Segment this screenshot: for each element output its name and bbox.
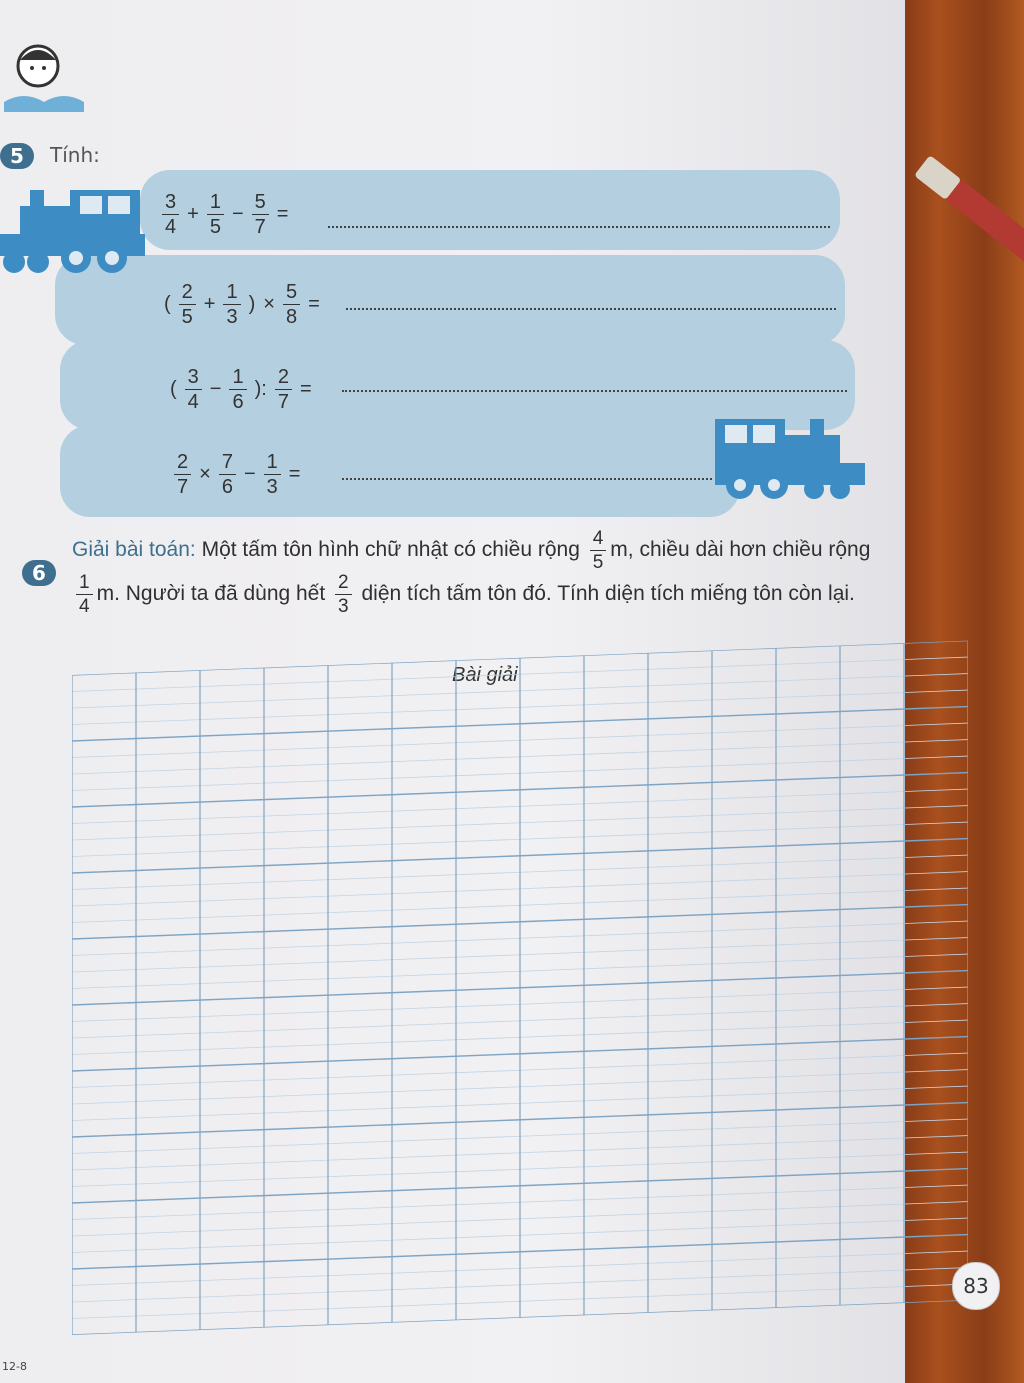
fraction-width [590,529,607,572]
fraction [207,192,224,237]
answer-line-3[interactable] [342,390,847,392]
equals-sign: = [276,203,289,225]
fraction-denominator: 5 [592,551,604,573]
corner-code: 12-8 [2,1360,27,1373]
operator: + [203,293,216,315]
answer-grid[interactable] [72,641,968,1335]
fraction-numerator: 1 [207,192,224,215]
fraction-numerator: 4 [590,529,607,551]
fraction-numerator: 3 [185,367,202,390]
fraction-denominator: 5 [181,306,193,328]
fraction-denominator: 3 [226,306,238,328]
fraction-denominator: 6 [232,391,244,413]
problem-text-a: Một tấm tôn hình chữ nhật có chiều rộng [201,538,580,561]
fraction-denominator: 4 [187,391,199,413]
exercise-6-badge: 6 [22,560,56,586]
problem-text-d: diện tích tấm tôn đó. Tính diện tích miếng tôn còn lại. [361,582,855,605]
problem-lead: Giải bài toán: [72,538,196,561]
fraction [252,192,269,237]
paren: ( [164,293,171,315]
fraction [185,367,202,412]
answer-heading: Bài giải [452,664,518,686]
fraction [162,192,179,237]
fraction [229,367,246,412]
fraction [179,282,196,327]
problem-text-b: m, chiều dài hơn chiều rộng [610,538,871,561]
fraction-denominator: 4 [79,595,90,617]
expression-row-2 [160,282,324,327]
fraction-numerator: 1 [223,282,240,305]
fraction [223,282,240,327]
fraction-numerator: 5 [283,282,300,305]
fraction-numerator: 7 [219,452,236,475]
answer-line-2[interactable] [346,308,836,310]
fraction-used [335,573,352,616]
reading-child-icon [4,40,84,120]
fraction [219,452,236,497]
fraction [174,452,191,497]
expression-row-1 [158,192,292,237]
fraction-extra-length [76,573,93,616]
word-problem [72,528,892,616]
fraction-numerator: 1 [229,367,246,390]
expression-row-4 [170,452,304,497]
fraction-denominator: 7 [254,216,266,238]
operator: − [209,378,222,400]
fraction-denominator: 7 [177,476,189,498]
fraction-numerator: 2 [335,573,352,595]
equals-sign: = [308,293,320,315]
fraction-denominator: 3 [338,595,349,617]
answer-line-1[interactable] [328,226,830,228]
fraction-denominator: 8 [285,306,298,328]
operator: − [243,463,256,485]
operator: ): [254,378,267,400]
fraction-numerator: 1 [264,452,281,475]
operator: ) [248,293,256,315]
fraction [264,452,281,497]
exercise-5-title: Tính: [50,143,100,167]
operator: × [263,293,275,315]
fraction-numerator: 2 [179,282,196,305]
problem-text-c: m. Người ta đã dùng hết [96,582,326,605]
fraction-denominator: 4 [165,216,177,238]
grid-lines [72,641,968,1335]
operator: + [187,203,199,225]
train-left-icon [0,186,150,276]
answer-line-4[interactable] [342,478,712,480]
fraction-numerator: 1 [76,573,93,595]
fraction-numerator: 5 [252,192,269,215]
fraction [275,367,292,412]
fraction-denominator: 3 [266,476,278,498]
equals-sign: = [299,378,312,400]
page-number: 83 [952,1262,1000,1310]
fraction-denominator: 6 [221,476,233,498]
operator: × [199,463,211,485]
fraction-denominator: 7 [277,391,289,413]
fraction-numerator: 2 [275,367,292,390]
fraction-numerator: 3 [162,192,179,215]
operator: − [231,203,244,225]
equals-sign: = [288,463,301,485]
paren: ( [170,378,177,400]
exercise-band-4 [60,425,740,517]
fraction [283,282,300,327]
fraction-denominator: 5 [209,216,221,238]
fraction-numerator: 2 [174,452,191,475]
exercise-5-badge: 5 [0,143,34,169]
expression-row-3 [166,367,316,412]
train-right-icon [710,415,870,500]
